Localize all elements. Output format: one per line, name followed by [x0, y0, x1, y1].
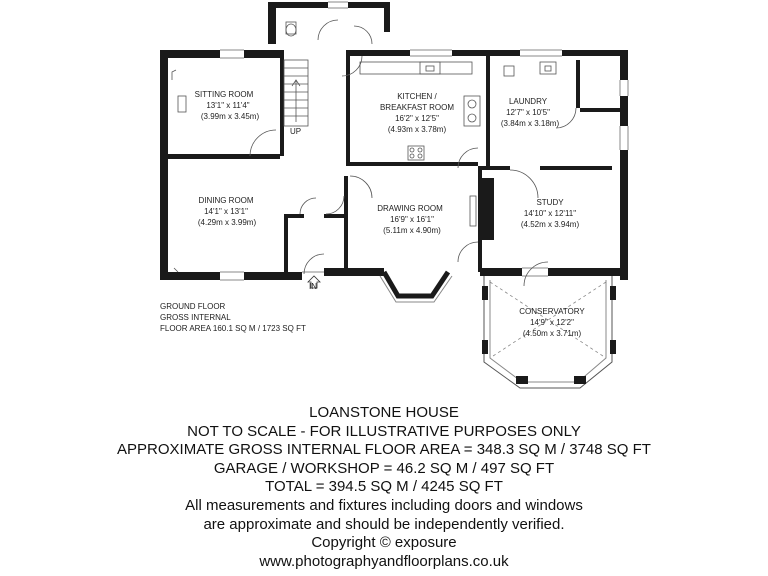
scale-note: NOT TO SCALE - FOR ILLUSTRATIVE PURPOSES ONLY [187, 422, 581, 440]
footer-notes [0, 404, 768, 571]
room-imperial: 16'2" x 12'5" [395, 114, 439, 123]
bay-window [384, 272, 448, 296]
room-name: CONSERVATORY [519, 307, 585, 316]
room-imperial: 12'7" x 10'5" [506, 108, 550, 117]
property-title: LOANSTONE HOUSE [309, 404, 459, 421]
room-dining [198, 196, 257, 227]
room-metric: (4.29m x 3.99m) [197, 218, 257, 227]
room-laundry [501, 97, 560, 128]
floor-info-line: GROSS INTERNAL [160, 313, 231, 322]
walls [160, 2, 628, 280]
room-imperial: 14'1" x 13'1" [204, 207, 248, 216]
room-name: KITCHEN / [397, 92, 437, 101]
room-kitchen [380, 92, 454, 134]
room-conservatory [519, 307, 585, 338]
room-name: LAUNDRY [508, 97, 548, 106]
room-metric: (4.50m x 3.71m) [522, 329, 582, 338]
room-imperial: 13'1" x 11'4" [206, 101, 250, 110]
room-drawing [377, 204, 443, 235]
room-imperial: 14'10" x 12'11" [523, 209, 577, 218]
total-area: TOTAL = 394.5 SQ M / 4245 SQ FT [265, 478, 503, 496]
room-imperial: 14'9" x 12'2" [530, 318, 574, 327]
room-metric: (4.52m x 3.94m) [520, 220, 580, 229]
website-url: www.photographyandfloorplans.co.uk [259, 552, 509, 570]
room-study [521, 198, 580, 229]
room-name: DRAWING ROOM [377, 204, 443, 213]
copyright: Copyright © exposure [311, 534, 457, 552]
room-name: STUDY [536, 198, 564, 207]
entrance-label: IN [309, 282, 317, 291]
room-metric: (3.99m x 3.45m) [200, 112, 260, 121]
room-metric: (4.93m x 3.78m) [387, 125, 447, 134]
disclaimer-line-2: are approximate and should be independently verified. [203, 515, 565, 533]
room-name-line2: BREAKFAST ROOM [379, 103, 455, 112]
fixtures [172, 22, 556, 272]
room-metric: (3.84m x 3.18m) [500, 119, 560, 128]
room-metric: (5.11m x 4.90m) [383, 226, 441, 235]
garage-area: GARAGE / WORKSHOP = 46.2 SQ M / 497 SQ FT [213, 459, 555, 477]
entrance-marker [308, 276, 320, 291]
room-imperial: 16'9" x 16'1" [390, 215, 434, 224]
gross-area: APPROXIMATE GROSS INTERNAL FLOOR AREA = 348.3 SQ M / 3748 SQ FT [117, 441, 651, 459]
stair-up-label: UP [290, 127, 302, 136]
room-sitting [195, 90, 260, 121]
staircase [284, 60, 308, 126]
room-name: DINING ROOM [198, 196, 254, 205]
room-name: SITTING ROOM [194, 90, 254, 99]
floor-info [160, 302, 306, 333]
disclaimer-line-1: All measurements and fixtures including doors and windows [185, 496, 583, 514]
floor-info-line: FLOOR AREA 160.1 SQ M / 1723 SQ FT [160, 324, 306, 333]
floor-info-line: GROUND FLOOR [160, 302, 226, 311]
